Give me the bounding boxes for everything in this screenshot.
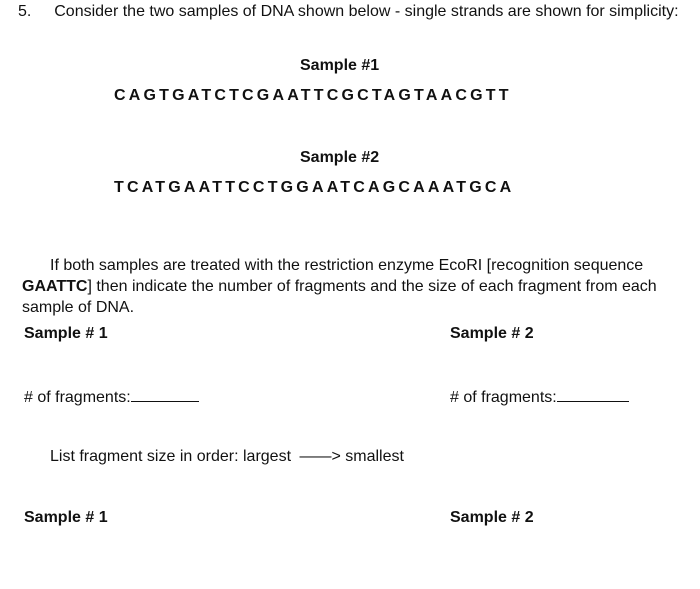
sample1-answer-label: Sample # 1 <box>24 325 108 342</box>
sample1-heading: Sample #1 <box>300 57 380 74</box>
arrow-icon: ——> <box>299 448 341 465</box>
sample2-heading: Sample #2 <box>300 149 380 166</box>
sample1-sequence: CAGTGATCTCGAATTCGCTAGTAACGTT <box>114 87 512 104</box>
sample2-fragments-row <box>450 387 629 407</box>
question-line <box>18 3 679 21</box>
question-number: 5. <box>18 3 32 20</box>
list-order-label: List fragment size in order: <box>50 448 239 465</box>
instructions-paragraph <box>22 255 690 318</box>
recognition-sequence: GAATTC <box>22 278 88 295</box>
sample1-fragments-blank[interactable] <box>131 387 199 402</box>
sample2-answer-label: Sample # 2 <box>450 325 534 342</box>
sample1-fragments-label: # of fragments: <box>24 389 131 406</box>
sample1-list-label: Sample # 1 <box>24 509 108 526</box>
sample2-sequence: TCATGAATTCCTGGAATCAGCAAATGCA <box>114 179 515 196</box>
largest-text: largest <box>242 448 292 465</box>
instructions-text-before: If both samples are treated with the restriction enzyme EcoRI [recognition sequence <box>50 257 644 274</box>
smallest-text: smallest <box>345 448 404 465</box>
list-order-line <box>50 448 404 466</box>
sample2-fragments-blank[interactable] <box>557 387 629 402</box>
instructions-text-after: ] then indicate the number of fragments and the size of each fragment from each sample of DNA. <box>22 278 657 316</box>
sample2-list-label: Sample # 2 <box>450 509 534 526</box>
sample1-fragments-row <box>24 387 199 407</box>
sample2-fragments-label: # of fragments: <box>450 389 557 406</box>
question-text: Consider the two samples of DNA shown below - single strands are shown for simplicity: <box>54 3 679 20</box>
